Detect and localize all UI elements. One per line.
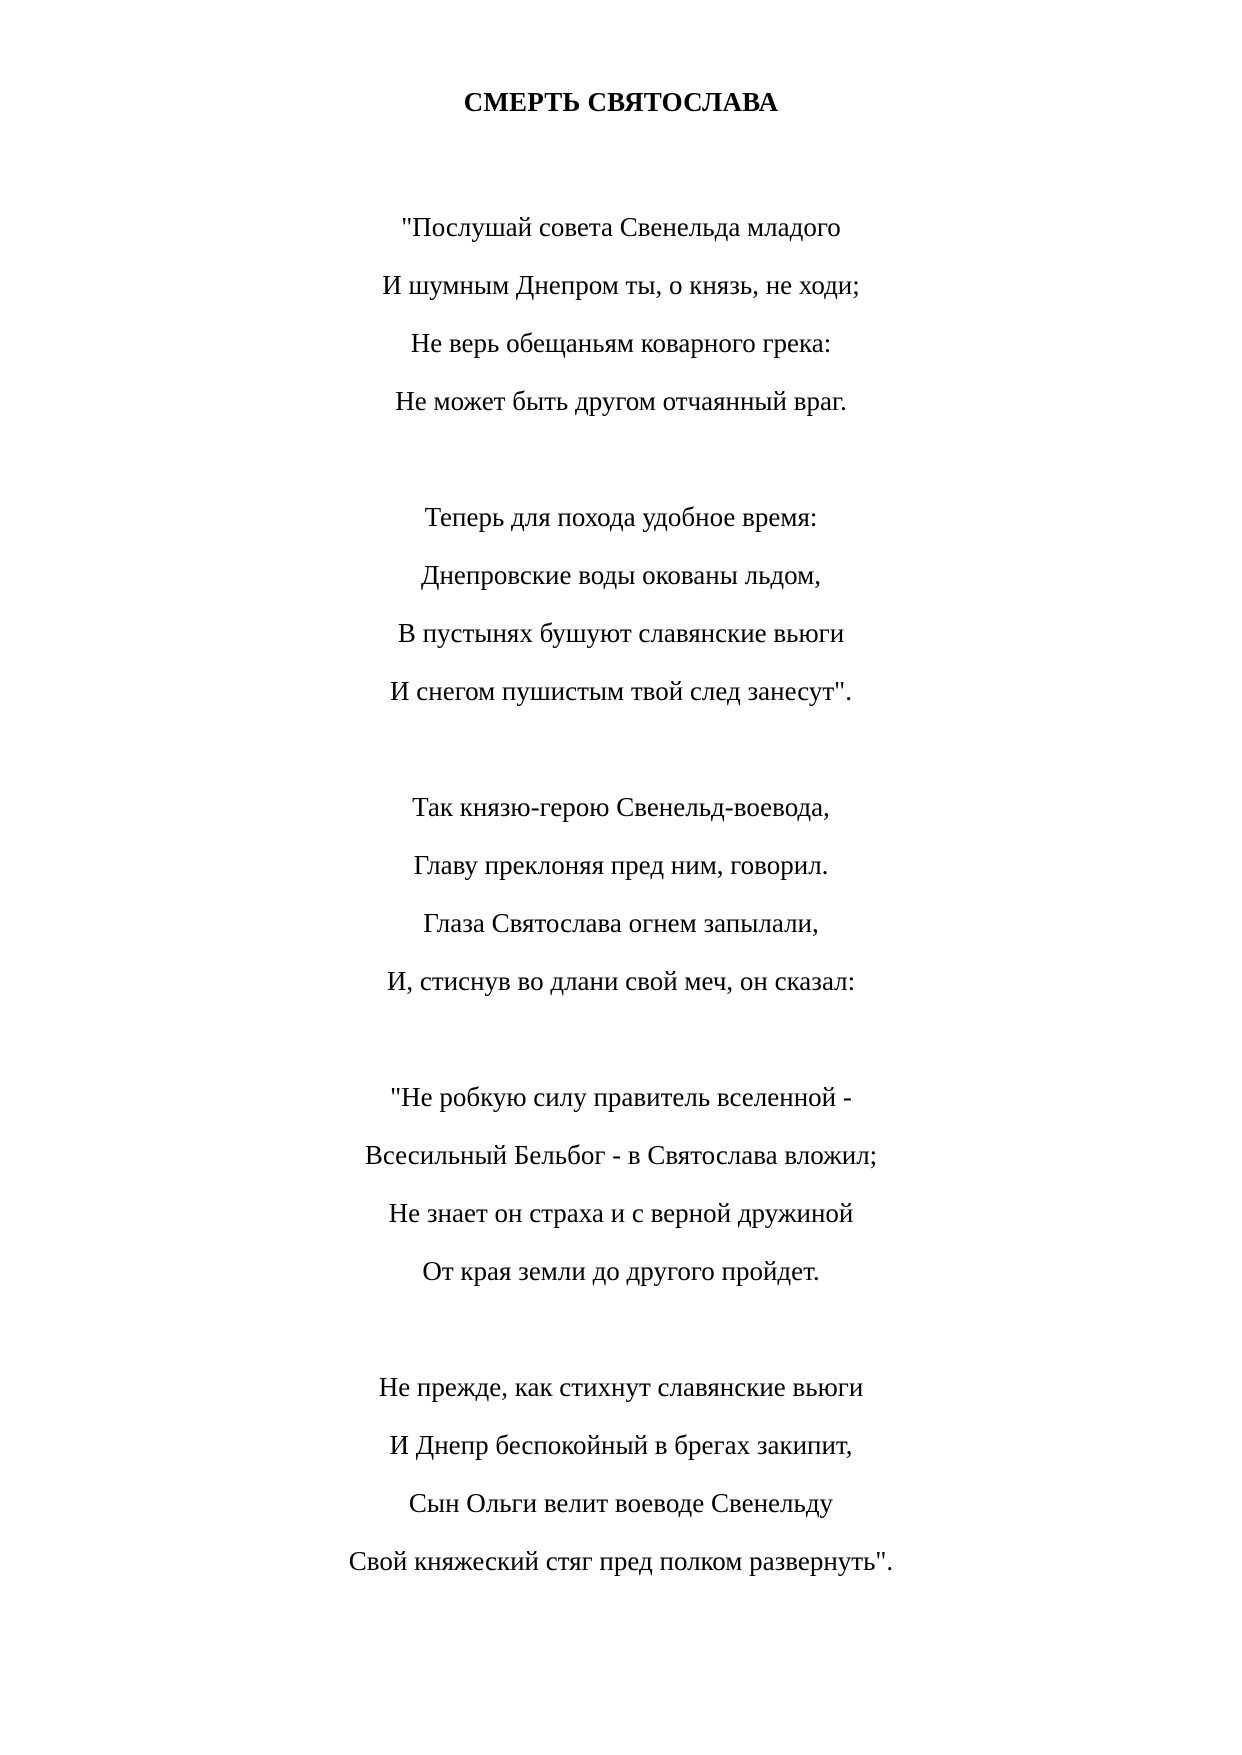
poem-line: И Днепр беспокойный в брегах закипит, bbox=[389, 1430, 853, 1460]
poem-line: Сын Ольги велит воеводе Свенельду bbox=[408, 1488, 834, 1518]
poem-line: Главу преклоняя пред ним, говорил. bbox=[413, 850, 829, 880]
poem-line: Не может быть другом отчаянный враг. bbox=[395, 386, 847, 416]
stanza-3 bbox=[0, 778, 1242, 1010]
poem-line: От края земли до другого пройдет. bbox=[422, 1256, 820, 1286]
poem-line: В пустынях бушуют славянские вьюги bbox=[397, 618, 845, 648]
stanza-2 bbox=[0, 488, 1242, 720]
poem-line: И, стиснув во длани свой меч, он сказал: bbox=[386, 966, 856, 996]
stanza-1 bbox=[0, 198, 1242, 430]
poem-line: Не верь обещаньям коварного грека: bbox=[410, 328, 832, 358]
poem-line: "Послушай совета Свенельда младого bbox=[401, 212, 841, 242]
poem-title: СМЕРТЬ СВЯТОСЛАВА bbox=[463, 87, 779, 117]
poem-line: Теперь для похода удобное время: bbox=[424, 502, 818, 532]
stanza-4 bbox=[0, 1068, 1242, 1300]
poem-line: Глаза Святослава огнем запылали, bbox=[423, 908, 819, 938]
poem-line: Днепровские воды окованы льдом, bbox=[421, 560, 821, 590]
poem-line: И шумным Днепром ты, о князь, не ходи; bbox=[382, 270, 860, 300]
poem-line: Не знает он страха и с верной дружиной bbox=[388, 1198, 854, 1228]
poem-line: Так князю-герою Свенельд-воевода, bbox=[412, 792, 830, 822]
poem-line: Не прежде, как стихнут славянские вьюги bbox=[378, 1372, 864, 1402]
poem-body bbox=[0, 198, 1242, 1648]
poem-line: И снегом пушистым твой след занесут". bbox=[390, 676, 852, 706]
stanza-5 bbox=[0, 1358, 1242, 1590]
poem-line: Всесильный Бельбог - в Святослава вложил; bbox=[364, 1140, 878, 1170]
poem-line: "Не робкую силу правитель вселенной - bbox=[390, 1082, 852, 1112]
poem-line: Свой княжеский стяг пред полком развернуть". bbox=[348, 1546, 894, 1576]
